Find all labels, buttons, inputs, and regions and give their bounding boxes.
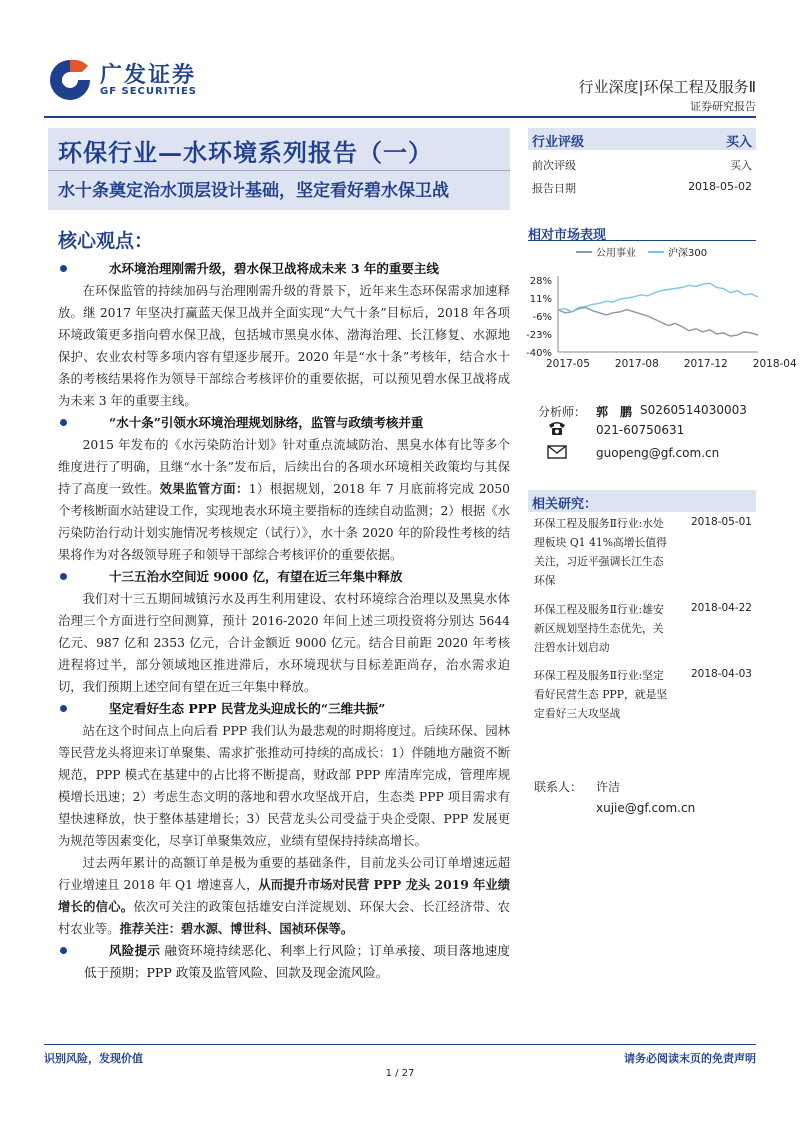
report-date-value: 2018-05-02: [688, 180, 752, 193]
related-heading: 相关研究：: [532, 497, 598, 512]
logo-chinese: 广发证券: [100, 63, 197, 88]
y-tick-label-0: 28%: [529, 276, 552, 287]
contact-email[interactable]: xujie@gf.com.cn: [596, 801, 696, 815]
related-item-2-line-3: 注碧水计划启动: [534, 641, 610, 654]
series-line-0: [558, 308, 758, 337]
related-item-3-date: 2018-04-03: [690, 668, 752, 680]
legend-label-0: 公用事业: [596, 248, 636, 259]
related-item-2[interactable]: [534, 600, 694, 657]
related-item-2-date: 2018-04-22: [690, 602, 752, 614]
related-item-3-line-2: 看好民营生态 PPP，就是坚: [534, 688, 668, 701]
bullet-1: 水环境治理刚需升级，碧水保卫战将成未来 3 年的重要主线: [58, 258, 510, 280]
rating-label: 行业评级: [532, 135, 585, 150]
contact-label: 联系人：: [534, 780, 583, 794]
related-item-3-line-1: 环保工程及服务Ⅱ行业:坚定: [534, 669, 664, 682]
x-tick-label-2: 2017-12: [683, 358, 728, 370]
contact-name: 许洁: [596, 780, 621, 794]
report-type: 证券研究报告: [690, 100, 756, 113]
paragraph-5-bold: 从而提升市场对民营 PPP 龙头 2019 年业绩增长的信心。: [58, 877, 510, 914]
related-item-3[interactable]: [534, 666, 694, 723]
core-heading: 核心观点：: [58, 230, 154, 252]
risk-text: 融资环境持续恶化、利率上行风险；订单承接、项目落地速度低于预期；PPP 政策及监管风险、回款及现金流风险。: [84, 943, 510, 980]
footer-disclaimer: 请务必阅读末页的免责声明: [624, 1052, 756, 1065]
bullet-2: “水十条”引领水环境治理规划脉络，监管与政绩考核并重: [58, 412, 510, 434]
gf-logo: [48, 58, 208, 106]
title-divider: [48, 170, 510, 171]
chart-title: 相对市场表现: [528, 228, 607, 243]
related-item-1-date: 2018-05-01: [690, 516, 752, 528]
paragraph-5-rest: 依次可关注的政策包括雄安白洋淀规划、环保大会、长江经济带、农村农业等。: [58, 900, 510, 936]
analyst-cert: S0260514030003: [640, 403, 747, 417]
header-divider: [44, 116, 756, 118]
core-body: [58, 258, 510, 984]
page-number: 1 / 27: [385, 1068, 415, 1079]
report-category: 行业深度|环保工程及服务Ⅱ: [578, 78, 756, 96]
footer-divider: [44, 1044, 756, 1045]
paragraph-2-rest: 1）根据规划，2018 年 7 月底前将完成 2050 个考核断面水站建设工作，实现地表水环境主要指标的连续自动监测；2）根据《水污染防治行动计划实施情况考核规定（试行）》，水十条 2020 年的阶段性考核的结果将作为对各级领导班子和领导干部综合考核评价的重要依据。: [58, 482, 510, 562]
prev-rating-label: 前次评级: [532, 159, 576, 172]
y-tick-label-3: -23%: [526, 330, 552, 341]
related-item-2-line-2: 新区规划坚持生态优先，关: [534, 622, 664, 635]
paragraph-2-text: 2015 年发布的《水污染防治计划》针对重点流域防治、黑臭水体有比等多个维度进行了明确，且继“水十条”发布后，后续出台的各项水环境相关政策均与其保持了高度一致性。: [58, 438, 510, 496]
prev-rating-value: 买入: [730, 159, 752, 172]
legend-label-1: 沪深300: [668, 248, 708, 259]
analyst-label: 分析师：: [538, 405, 587, 419]
y-tick-label-4: -40%: [526, 348, 552, 359]
phone-icon: [548, 420, 566, 436]
report-date-label: 报告日期: [532, 182, 576, 195]
analyst-name: 郭 鹏: [596, 405, 633, 419]
x-tick-label-3: 2018-04: [752, 358, 797, 370]
paragraph-4: 站在这个时间点上向后看 PPP 我们认为最悲观的时期将度过。后续环保、园林等民营龙头将迎来订单聚集、需求扩张推动可持续的高成长：1）伴随地方融资不断规范，PPP 模式在基建中的占比将不断提高，财政部 PPP 库清库完成，管理库规模增长迅速；2）考虑生态文明的落地和碧水攻坚战开启，生态类 PPP 项目需求有望快速释放，快于整体基建增长；3）民营龙头公司受益于央企受限、PPP 发展更为规范等因素变化，尽享订单聚集效应，业绩有望保持持续高增长。: [58, 724, 510, 848]
paragraph-5: [58, 852, 510, 940]
paragraph-1: 在环保监管的持续加码与治理刚需升级的背景下，近年来生态环保需求加速释放。继 2017 年坚决打赢蓝天保卫战并全面实现“大气十条”目标后，2018 年各项环境政策更多指向碧水保卫战，包括城市黑臭水体、渤海治理、长江修复、水源地保护、农业农村等多项内容有望逐步展开。2020 年是“水十条”考核年，结合水十条的考核结果将作为领导干部综合考核评价的重要依据，可以预见碧水保卫战将成为未来 3 年的重要主线。: [58, 284, 510, 408]
paragraph-2-bold: 效果监管方面：: [159, 481, 249, 496]
bullet-3: 十三五治水空间近 9000 亿，有望在近三年集中释放: [58, 566, 510, 588]
paragraph-3: 我们对十三五期间城镇污水及再生利用建设、农村环境综合治理以及黑臭水体治理三个方面进行空间测算，预计 2016-2020 年间上述三项投资将分别达 5644 亿元、987 亿和 2353 亿元，合计金额近 9000 亿元。结合目前距 2020 年考核进程将过半，部分领域地区推进滞后，水环境现状与目标差距尚存，治水需求迫切，我们预期上述空间有望在近三年集中释放。: [58, 592, 510, 694]
related-item-1[interactable]: [534, 514, 694, 590]
related-item-2-line-1: 环保工程及服务Ⅱ行业:雄安: [534, 603, 664, 616]
email-icon: [547, 445, 567, 459]
rating-value: 买入: [725, 135, 752, 150]
related-item-1-line-4: 环保: [534, 574, 556, 587]
related-item-3-line-3: 定看好三大攻坚战: [534, 707, 621, 720]
x-tick-label-1: 2017-08: [614, 358, 659, 370]
paragraph-2: [58, 434, 510, 566]
paragraph-5-text: 过去两年累计的高额订单是极为重要的基础条件，目前龙头公司订单增速远超行业增速且 2018 年 Q1 增速喜人，: [58, 856, 510, 892]
y-tick-label-2: -6%: [532, 312, 552, 323]
risk-label: 风险提示: [109, 943, 161, 958]
related-item-1-line-3: 关注，习近平强调长江生态: [534, 555, 664, 568]
footer-slogan: 识别风险，发现价值: [44, 1052, 143, 1065]
series-line-1: [558, 283, 758, 312]
analyst-phone: 021-60750631: [596, 423, 685, 437]
risk-bullet: [58, 940, 510, 984]
analyst-email[interactable]: guopeng@gf.com.cn: [596, 446, 720, 460]
recommendation: 推荐关注：碧水源、博世科、国祯环保等。: [119, 921, 354, 936]
related-item-1-line-1: 环保工程及服务Ⅱ行业:水处: [534, 517, 664, 530]
x-tick-label-0: 2017-05: [546, 358, 590, 370]
related-item-1-line-2: 理板块 Q1 41%高增长值得: [534, 536, 667, 549]
market-performance-chart: [518, 240, 797, 376]
bullet-4: 坚定看好生态 PPP 民营龙头迎成长的“三维共振”: [58, 698, 510, 720]
gf-logo-icon: [48, 58, 92, 102]
logo-english: GF SECURITIES: [100, 86, 198, 97]
report-subtitle: 水十条奠定治水顶层设计基础，坚定看好碧水保卫战: [58, 181, 449, 201]
y-tick-label-1: 11%: [529, 294, 552, 305]
report-title: 环保行业—水环境系列报告（一）: [58, 138, 433, 167]
